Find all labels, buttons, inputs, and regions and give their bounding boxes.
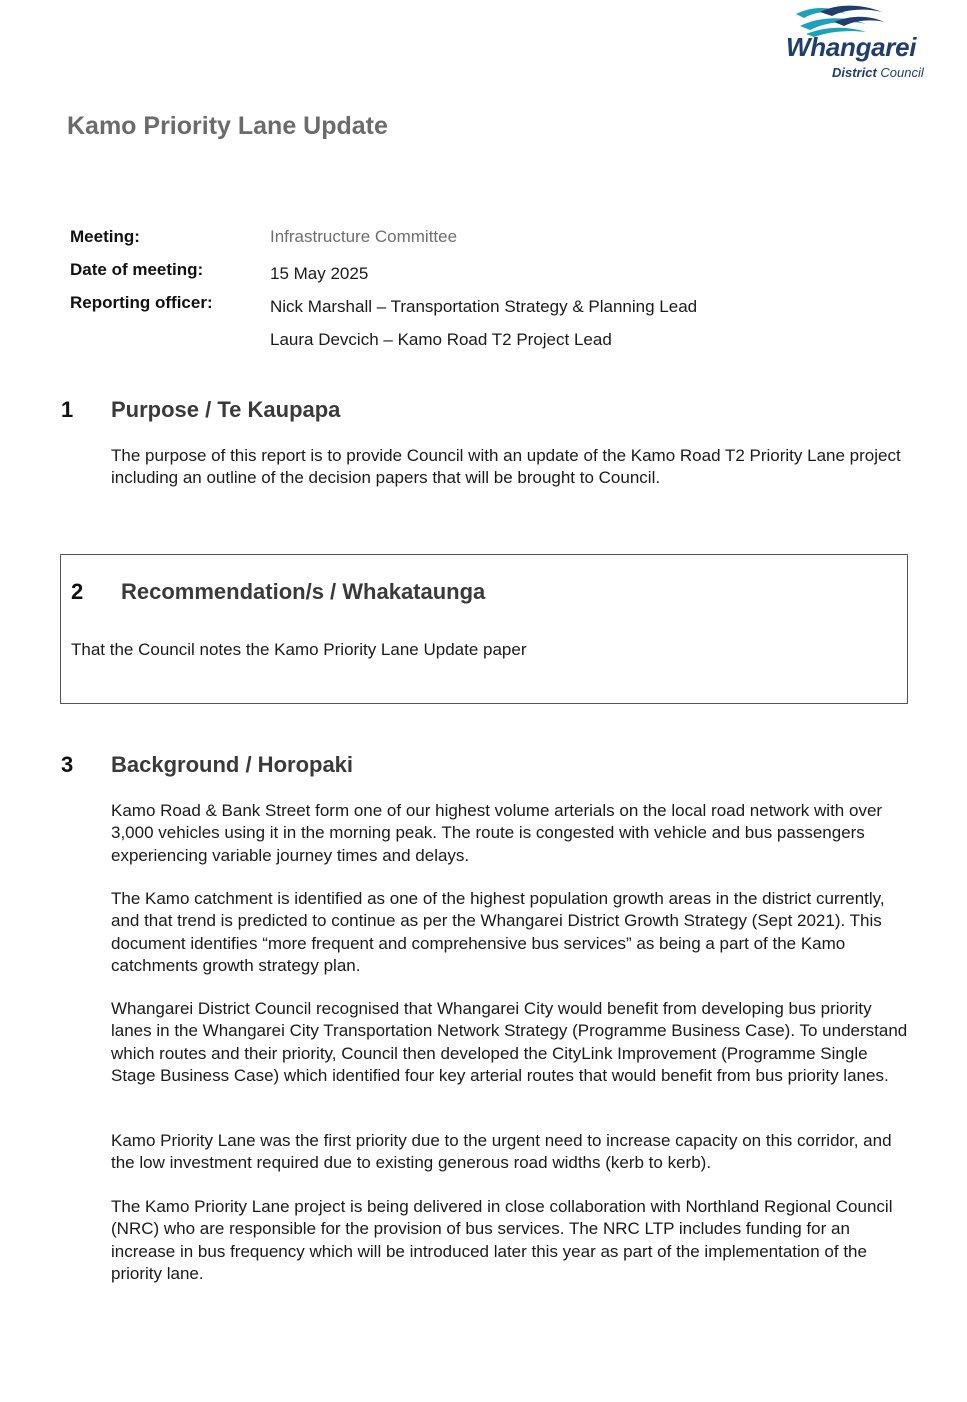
council-logo bbox=[786, 4, 946, 82]
recommendation-text: That the Council notes the Kamo Priority Lane Update paper bbox=[71, 640, 527, 659]
meeting-value: Infrastructure Committee bbox=[270, 227, 458, 246]
reporting-officer-label: Reporting officer: bbox=[70, 293, 213, 312]
logo-subtitle bbox=[832, 66, 924, 80]
background-paragraph-1: Kamo Road & Bank Street form one of our highest volume arterials on the local road network with over 3,000 vehicles using it in the morning peak. The route is congested with vehicle and bus passengers experiencing variable journey times and delays. bbox=[111, 801, 883, 865]
logo-subtitle-bold: District bbox=[832, 65, 877, 80]
background-paragraph-5: The Kamo Priority Lane project is being delivered in close collaboration with Northland Regional Council (NRC) who are responsible for the provision of bus services. The NRC LTP includes funding for an increase in bus frequency which will be introduced later this year as part of the implementation of the priority lane. bbox=[111, 1197, 893, 1284]
section-1-number: 1 bbox=[61, 397, 74, 422]
meeting-label: Meeting: bbox=[70, 227, 140, 246]
purpose-paragraph: The purpose of this report is to provide Council with an update of the Kamo Road T2 Priority Lane project including an outline of the decision papers that will be brought to Council. bbox=[111, 446, 901, 488]
reporting-officer-2: Laura Devcich – Kamo Road T2 Project Lead bbox=[270, 330, 612, 349]
section-1-heading: Purpose / Te Kaupapa bbox=[111, 397, 341, 422]
logo-name: Whangarei bbox=[786, 32, 917, 62]
background-paragraph-3: Whangarei District Council recognised that Whangarei City would benefit from developing bus priority lanes in the Whangarei City Transportation Network Strategy (Programme Business Case). To understand which routes and their priority, Council then developed the CityLink Improvement (Programme Single Stage Business Case) which identified four key arterial routes that would benefit from bus priority lanes. bbox=[111, 999, 908, 1086]
reporting-officer-1: Nick Marshall – Transportation Strategy & Planning Lead bbox=[270, 297, 698, 316]
logo-subtitle-regular: Council bbox=[876, 65, 924, 80]
recommendation-box bbox=[60, 554, 908, 704]
section-2-number: 2 bbox=[71, 579, 84, 604]
date-value: 15 May 2025 bbox=[270, 264, 369, 283]
date-label: Date of meeting: bbox=[70, 260, 204, 279]
section-3-heading: Background / Horopaki bbox=[111, 752, 354, 777]
background-paragraph-4: Kamo Priority Lane was the first priority due to the urgent need to increase capacity on this corridor, and the low investment required due to existing generous road widths (kerb to kerb). bbox=[111, 1131, 892, 1173]
background-paragraph-2: The Kamo catchment is identified as one of the highest population growth areas in the district currently, and that trend is predicted to continue as per the Whangarei District Growth Strategy (Sept 2021). This document identifies “more frequent and comprehensive bus services” as being a part of the Kamo catchments growth strategy plan. bbox=[111, 889, 885, 976]
section-3-number: 3 bbox=[61, 752, 74, 777]
section-2-heading: Recommendation/s / Whakataunga bbox=[121, 579, 486, 604]
document-title: Kamo Priority Lane Update bbox=[67, 112, 388, 140]
